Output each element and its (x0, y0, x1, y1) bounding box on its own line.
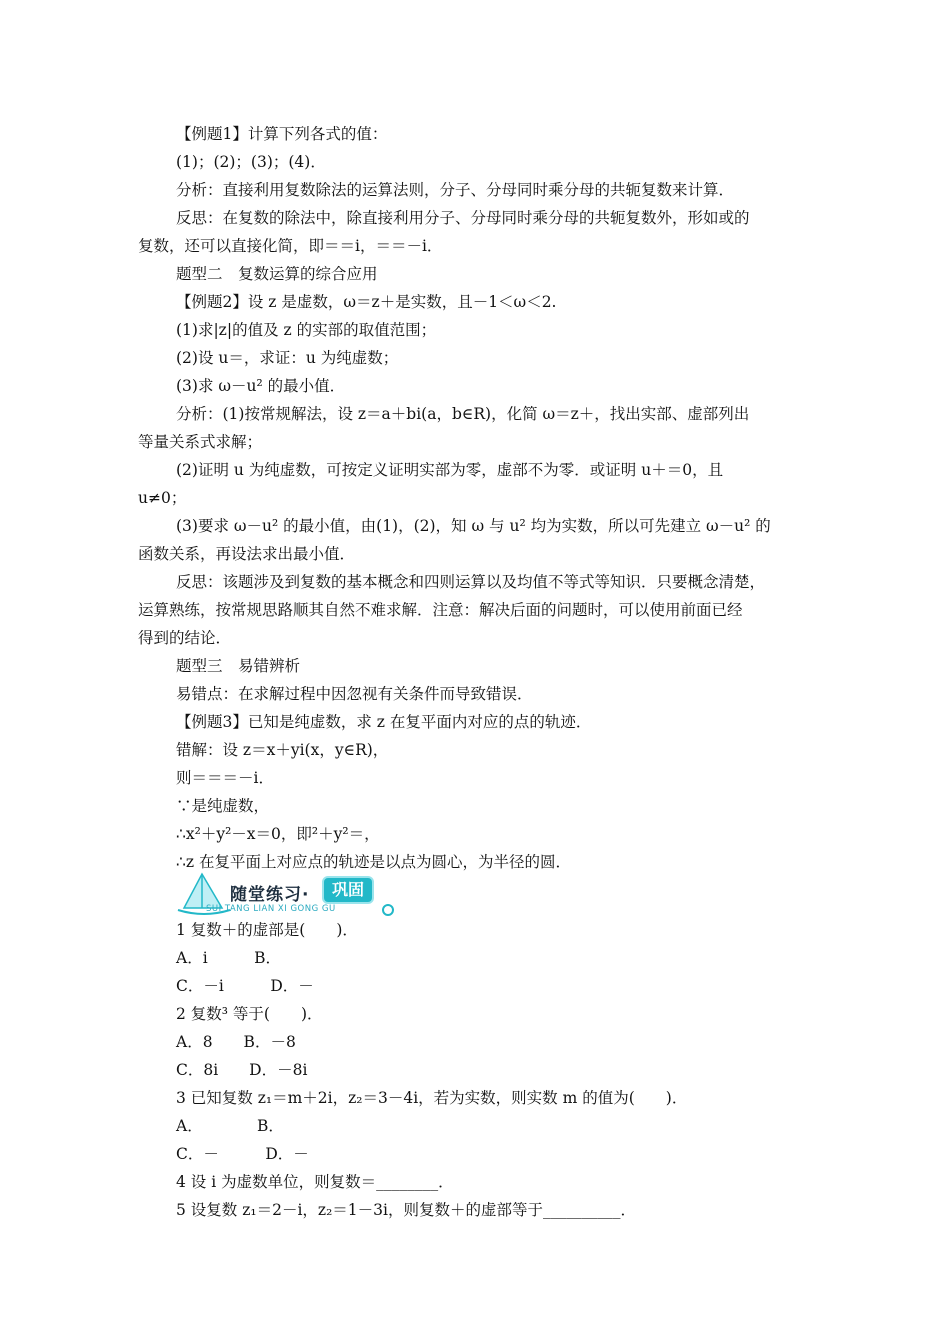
wrong-solution-step-3: ∴x²＋y²－x＝0，即²＋y²＝， (176, 825, 380, 843)
analysis-2-part-3-cont: 函数关系，再设法求出最小值． (138, 545, 356, 563)
example-2-part-3: (3)求 ω－u² 的最小值． (176, 377, 346, 395)
example-2-part-2: (2)设 u＝，求证：u 为纯虚数； (176, 349, 399, 367)
analysis-2-cont: 等量关系式求解； (138, 433, 263, 451)
exercise-2-options-ab: A．8 B．－8 (176, 1033, 296, 1051)
section-type-3: 题型三 易错辨析 (176, 657, 301, 675)
exercise-2-options-cd: C．8i D．－8i (176, 1061, 308, 1079)
reflection-2-end: 得到的结论． (138, 629, 232, 647)
example-2-heading: 【例题2】设 z 是虚数，ω＝z＋是实数，且－1＜ω＜2. (176, 293, 557, 311)
analysis-1: 分析：直接利用复数除法的运算法则，分子、分母同时乘分母的共轭复数来计算． (176, 181, 735, 199)
error-point: 易错点：在求解过程中因忽视有关条件而导致错误． (176, 685, 533, 703)
wrong-solution-step-4: ∴z 在复平面上对应点的轨迹是以点为圆心，为半径的圆． (176, 853, 571, 871)
reflection-1: 反思：在复数的除法中，除直接利用分子、分母同时乘分母的共轭复数外，形如或的 (176, 209, 750, 227)
exercise-3: 3 已知复数 z₁＝m＋2i，z₂＝3－4i，若为实数，则实数 m 的值为( )． (176, 1089, 688, 1107)
reflection-2: 反思：该题涉及到复数的基本概念和四则运算以及均值不等式等知识．只要概念清楚， (176, 573, 766, 591)
exercise-1: 1 复数＋的虚部是( )． (176, 921, 358, 939)
analysis-2: 分析：(1)按常规解法，设 z＝a＋bi(a，b∈R)，化简 ω＝z＋，找出实部、虚部列出 (176, 405, 750, 423)
wrong-solution-step-1: 则＝＝＝－i． (176, 769, 274, 787)
banner-title: 随堂练习· (230, 885, 310, 905)
reflection-1-cont: 复数，还可以直接化简，即＝＝i，＝＝－i． (138, 237, 443, 255)
exercise-1-options-cd: C．－i D．－ (176, 977, 314, 995)
exercise-3-options-ab: A． B． (176, 1117, 284, 1135)
reflection-2-cont: 运算熟练，按常规思路顺其自然不难求解．注意：解决后面的问题时，可以使用前面已经 (138, 601, 743, 619)
exercise-5: 5 设复数 z₁＝2－i，z₂＝1－3i，则复数＋的虚部等于__________． (176, 1201, 636, 1219)
section-type-2: 题型二 复数运算的综合应用 (176, 265, 378, 283)
exercise-4: 4 设 i 为虚数单位，则复数＝________． (176, 1173, 454, 1191)
exercise-1-options-ab: A．i B． (176, 949, 282, 967)
analysis-2-part-3: (3)要求 ω－u² 的最小值，由(1)，(2)，知 ω 与 u² 均为实数，所以可先建立 ω－u² 的 (176, 517, 771, 535)
practice-banner (172, 872, 402, 918)
analysis-2-part-2: (2)证明 u 为纯虚数，可按定义证明实部为零，虚部不为零．或证明 u＋＝0，且 (176, 461, 724, 479)
example-3-heading: 【例题3】已知是纯虚数，求 z 在复平面内对应的点的轨迹． (176, 713, 592, 731)
exercise-3-options-cd: C．－ D．－ (176, 1145, 309, 1163)
banner-pill: 巩固 (322, 876, 374, 904)
wrong-solution: 错解：设 z＝x＋yi(x，y∈R)， (176, 741, 389, 759)
exercise-2: 2 复数³ 等于( )． (176, 1005, 323, 1023)
example-1-heading: 【例题1】计算下列各式的值： (176, 125, 388, 143)
wrong-solution-step-2: ∵是纯虚数， (176, 797, 270, 815)
analysis-2-part-2-cont: u≠0； (138, 489, 187, 507)
circle-icon (382, 904, 394, 916)
banner-subtitle: SUI TANG LIAN XI GONG GU (206, 904, 336, 914)
example-2-part-1: (1)求|z|的值及 z 的实部的取值范围； (176, 321, 437, 339)
example-1-items: (1)；(2)；(3)；(4)． (176, 153, 326, 171)
